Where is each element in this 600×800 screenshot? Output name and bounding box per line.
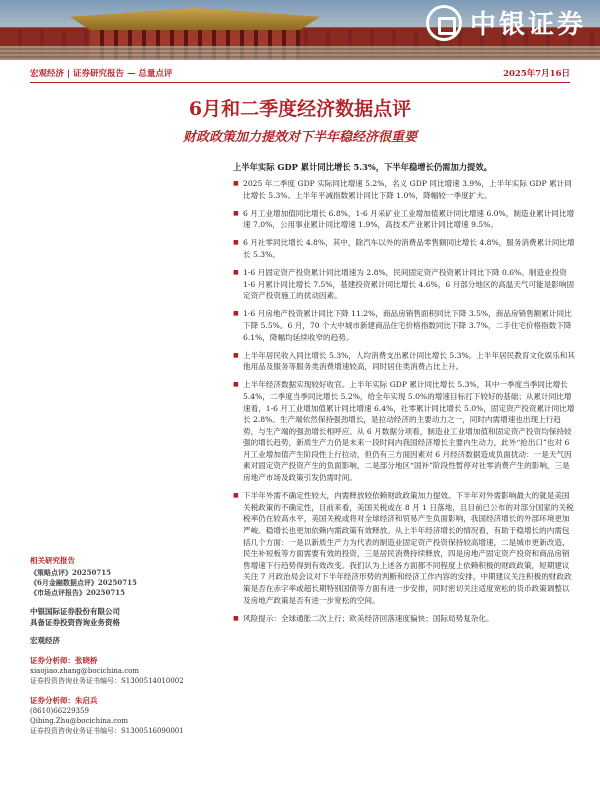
- analyst-name: 证券分析师：张晓桥: [30, 656, 98, 665]
- header-banner: [0, 0, 600, 60]
- page-subtitle: 财政政策加力提效对下半年稳经济很重要: [182, 130, 417, 145]
- company-logo: [426, 4, 586, 41]
- analyst-cert: 证券投资咨询业务证书编号：S1300514010002: [30, 677, 184, 685]
- bullet-item: ■ 1-6 月固定资产投资累计同比增速为 2.8%，民间固定资产投资累计同比下降 0.6%。制造业投资 1-6 月累计同比增长 7.5%，基建投资累计同比增长 4.6%，6 月部分地区的高温天气可能是影响固定资产投资施工的扰动因素。: [233, 267, 575, 302]
- analyst-block: [30, 656, 220, 686]
- analyst-cert: Qibing.Zhu@bocichina.com 证券投资咨询业务证书编号：S1300516090001: [30, 717, 184, 735]
- report-date: 2025年7月16日: [503, 69, 570, 79]
- bullet-item: ■ 上半年经济数据实现较好收官。上半年实际 GDP 累计同比增长 5.3%，其中一季度当季同比增长 5.4%，二季度当季同比增长 5.2%，给全年实现 5.0%的增速目标打下较好的基础；从累计同比增速看，1-6 月工业增加值累计同比增速 6.4%，社零累计同比增长 5.0%，固定资产投资累计同比增长 2.8%。生产端依然保持强劲增长，是拉动经济的主要动力之一，同时内需增速也出现上行趋势，与生产端的强劲增长相呼应。从 6 月数据分项看，制造业工业增加值和固定资产投资均保持较强的增长趋势，新质生产力仍是未来一段时间内我国经济增长主要内生动力，此外“抢出口”也对 6 月工业增加值产生阶段性上行拉动，但仍有三方面因素对 6 月经济数据造成负面扰动：一是天气因素对固定资产投资产生的负面影响，二是部分地区“国补”阶段性暂停对社零消费产生的影响，三是房地产市场及政策引发仍需时间。: [233, 379, 575, 483]
- report-category: 宏观经济 | 证券研究报告 — 总量点评: [30, 69, 173, 79]
- related-report-link[interactable]: 《市场点评报告》20250715: [30, 588, 125, 597]
- logo-text: 中银证券: [469, 10, 586, 40]
- research-group: 宏观经济: [30, 636, 60, 645]
- palace-roof-image: [70, 8, 320, 30]
- analyst-phone: (8610)66229359: [30, 707, 89, 715]
- company-name: [30, 606, 220, 628]
- sidebar: [30, 556, 220, 736]
- analyst-name: 证券分析师：朱启兵: [30, 696, 98, 705]
- bullet-item: ■ 风险提示：全球通胀二次上行；欧美经济回落速度偏快；国际局势复杂化。: [233, 613, 575, 625]
- bullet-item: ■ 下半年外需不确定性较大，内需释放较依赖财政政策加力提效。下半年对外需影响最大的就是美国关税政策的不确定性，目前来看，美国关税或在 8 月 1 日落地，且目前已公布的对部分国家的关税税率仍在较高水平，美国关税或将对全球经济和贸易产生负面影响，我国经济增长的外部环境更加严峻。稳增长也更加依赖内需政策有效释放。从上半年经济增长的情况看，有助于稳增长的内需包括几个方面：一是以新质生产力为代表的制造业固定资产投资保持较高增速，二是城市更新改造、民生补短板等方面需要有效的投资，三是居民消费持续释放，四是房地产固定资产投资和商品房销售增速下行趋势得到有效改变。我们认为上述各方面都不同程度上依赖积极的财政政策，短期建议关注 7 月政治局会议对下半年经济形势的判断和经济工作内容的安排，中期建议关注积极的财政政策是否在赤字率或超长期特别国债等方面有进一步安排，同时密切关注适度宽松的货币政策调整以及房地产政策是否有进一步宽松的空间。: [233, 490, 575, 606]
- analyst-email[interactable]: xiaojiao.zhang@bocichina.com: [30, 667, 140, 675]
- bullet-item: ■ 1-6 月房地产投资累计同比下降 11.2%，商品房销售面积同比下降 3.5%，商品房销售额累计同比下降 5.5%。6 月，70 个大中城市新建商品住宅价格指数同比下降 3.7%，二手住宅价格指数下降 6.1%，降幅均延续收窄的趋势。: [233, 308, 575, 343]
- related-report-link[interactable]: 《策略点评》20250715: [30, 568, 111, 577]
- bullet-item: ■ 2025 年二季度 GDP 实际同比增速 5.2%，名义 GDP 同比增速 3.9%，上半年实际 GDP 累计同比增长 5.3%。上半年平减指数累计同比下降 1.0%，降幅较一季度扩大。: [233, 178, 575, 201]
- summary-bullets: [233, 178, 575, 631]
- lead-summary: 上半年实际 GDP 累计同比增长 5.3%，下半年稳增长仍需加力提效。: [233, 162, 492, 172]
- company-line: 中银国际证券股份有限公司: [30, 607, 120, 616]
- palace-stairs-image: [0, 46, 600, 60]
- related-reports-title: 相关研究报告: [30, 556, 75, 565]
- page-title: 6月和二季度经济数据点评: [188, 98, 412, 120]
- bullet-item: ■ 6 月工业增加值同比增长 6.8%，1-6 月采矿业工业增加值累计同比增速 6.0%，制造业累计同比增速 7.0%，公用事业累计同比增速 1.9%，高技术产业累计同比增速 9.5%。: [233, 208, 575, 231]
- related-report-link[interactable]: 《6月金融数据点评》20250715: [30, 578, 137, 587]
- bullet-item: ■ 6 月社零同比增长 4.8%，其中，除汽车以外的消费品零售额同比增长 4.8%，服务消费累计同比增长 5.3%。: [233, 237, 575, 260]
- company-qualification: 具备证券投资咨询业务资格: [30, 618, 120, 627]
- bullet-item: ■ 上半年居民收入同比增长 5.3%，人均消费支出累计同比增长 5.3%。上半年居民教育文化娱乐和其他用品及服务等服务类消费增速较高，同时居住类消费占比上升。: [233, 350, 575, 373]
- report-category-bar: [30, 64, 570, 83]
- bank-of-china-icon: [426, 5, 462, 41]
- analyst-block: [30, 696, 220, 736]
